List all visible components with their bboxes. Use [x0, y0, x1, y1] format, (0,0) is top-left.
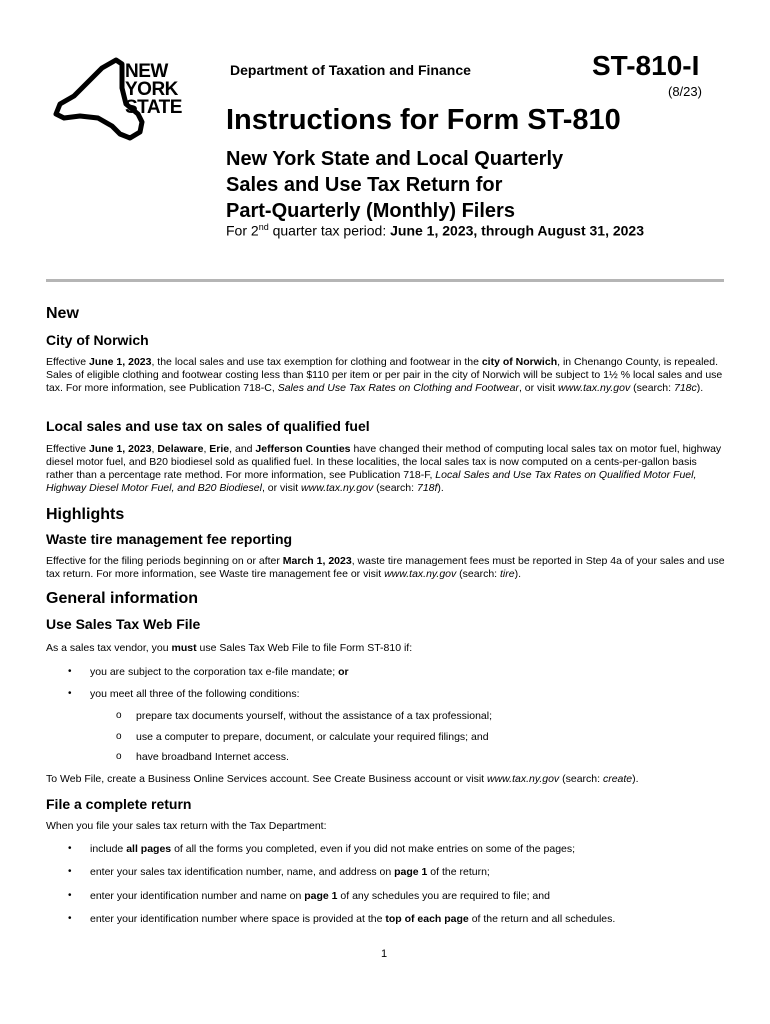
- text-run: ,: [151, 443, 158, 455]
- period-mid: quarter tax period:: [268, 222, 391, 239]
- list-item: [90, 666, 349, 679]
- list-item: you meet all three of the following conditions:: [90, 688, 300, 700]
- sub-list-item: use a computer to prepare, document, or calculate your required filings; and: [136, 731, 489, 743]
- text-run: of all the forms you completed, even if you did not make entries on some of the pages;: [171, 843, 576, 855]
- sub-list-item: have broadband Internet access.: [136, 751, 289, 763]
- text-run: (search:: [373, 482, 417, 494]
- search-term: 718f: [416, 482, 438, 494]
- bullet-icon: •: [68, 666, 72, 677]
- text-run: of the return and all schedules.: [468, 913, 616, 925]
- website-link[interactable]: www.tax.ny.gov: [558, 382, 631, 394]
- text-run: March 1, 2023: [282, 555, 352, 567]
- text-run: Effective for the filing periods beginning on or after: [46, 555, 283, 567]
- text-run: all pages: [126, 843, 172, 855]
- text-run: have changed their method of computing local sales tax on motor fuel, highway diesel motor fuel, and B20 biodiesel sold as qualified fuel. In these localities, the local sales tax is now computed on a cents-per-gallon basis rather than a percentage rate method. For more information, see Publication 718-F,: [46, 443, 722, 481]
- form-number: ST-810-I: [592, 50, 700, 81]
- section-heading-general-information: General information: [46, 590, 199, 607]
- sub-list-item: prepare tax documents yourself, without the assistance of a tax professional;: [136, 710, 493, 722]
- website-link[interactable]: www.tax.ny.gov: [384, 568, 457, 580]
- text-run: , waste tire management fees must be reported in Step 4a of your sales and use tax return. For more information, see Waste tire management fee or visit: [46, 555, 725, 580]
- list-item: [90, 866, 490, 879]
- bullet-icon: •: [68, 866, 72, 877]
- text-run: must: [171, 642, 197, 654]
- website-link[interactable]: www.tax.ny.gov: [301, 482, 374, 494]
- text-run: use Sales Tax Web File to file Form ST-810 if:: [196, 642, 413, 654]
- tax-period: [226, 222, 644, 239]
- text-run: include: [90, 843, 127, 855]
- section-heading-new: New: [46, 305, 79, 322]
- text-run: you are subject to the corporation tax e-file mandate;: [90, 666, 339, 678]
- heading-qualified-fuel: Local sales and use tax on sales of qualified fuel: [46, 418, 370, 434]
- text-run: Jefferson Counties: [255, 443, 351, 455]
- text-run: ).: [696, 382, 704, 394]
- text-run: , or visit: [261, 482, 302, 494]
- text-run: enter your identification number where space is provided at the: [90, 913, 386, 925]
- period-ordinal: nd: [258, 222, 269, 232]
- text-run: ,: [203, 443, 210, 455]
- text-run: top of each page: [385, 913, 469, 925]
- text-run: June 1, 2023: [89, 443, 152, 455]
- revision-date: (8/23): [668, 84, 702, 99]
- text-run: page 1: [394, 866, 428, 878]
- page-title: Instructions for Form ST-810: [226, 104, 621, 136]
- text-run: enter your sales tax identification number, name, and address on: [90, 866, 395, 878]
- subtitle-line: Sales and Use Tax Return for: [226, 174, 503, 196]
- publication-title: Sales and Use Tax Rates on Clothing and Footwear: [277, 382, 519, 394]
- text-run: Erie: [209, 443, 230, 455]
- text-run: Effective: [46, 356, 89, 368]
- text-run: , or visit: [518, 382, 559, 394]
- waste-tire-paragraph: [46, 555, 726, 581]
- bullet-icon: •: [68, 843, 72, 854]
- text-run: Delaware: [157, 443, 204, 455]
- text-run: (search:: [630, 382, 674, 394]
- text-run: enter your identification number and name on: [90, 890, 305, 902]
- section-heading-highlights: Highlights: [46, 506, 125, 523]
- list-item: [90, 843, 575, 856]
- bullet-icon: •: [68, 890, 72, 901]
- period-prefix: For 2: [226, 222, 259, 239]
- subtitle-line: Part-Quarterly (Monthly) Filers: [226, 200, 515, 222]
- heading-use-web-file: Use Sales Tax Web File: [46, 616, 201, 632]
- text-run: (search:: [456, 568, 501, 580]
- text-run: ).: [437, 482, 444, 494]
- text-run: , in Chenango County, is repealed. Sales of eligible clothing and footwear costing less than $110 per item or per pair in the city of Norwich will be subject to 1½ % local sales and use tax. For more information, see Publication 718-C,: [46, 356, 723, 394]
- fuel-paragraph: [46, 443, 726, 495]
- list-item: [90, 890, 550, 903]
- text-run: To Web File, create a Business Online Services account. See Create Business account or visit: [46, 773, 488, 785]
- list-item: [90, 913, 615, 926]
- text-run: ).: [632, 773, 639, 785]
- norwich-paragraph: [46, 356, 726, 395]
- heading-city-of-norwich: City of Norwich: [46, 332, 149, 348]
- subtitle-line: New York State and Local Quarterly: [226, 148, 564, 170]
- heading-file-complete-return: File a complete return: [46, 796, 192, 812]
- publication-title: Local Sales and Use Tax Rates on Qualified Motor Fuel, Highway Diesel Motor Fuel, and B20 Biodiesel: [46, 469, 697, 494]
- search-term: tire: [500, 568, 515, 580]
- sub-bullet-icon: o: [116, 710, 122, 721]
- nys-logo: [50, 52, 190, 142]
- web-file-account-paragraph: [46, 773, 726, 786]
- text-run: , the local sales and use tax exemption for clothing and footwear in the: [151, 356, 482, 368]
- website-link[interactable]: www.tax.ny.gov: [487, 773, 560, 785]
- web-file-intro: [46, 642, 726, 655]
- text-run: of any schedules you are required to file; and: [337, 890, 550, 902]
- text-run: June 1, 2023: [89, 356, 152, 368]
- text-run: or: [338, 666, 349, 678]
- text-run: Effective: [46, 443, 89, 455]
- text-run: ).: [514, 568, 522, 580]
- text-run: of the return;: [427, 866, 490, 878]
- text-run: , and: [229, 443, 256, 455]
- complete-return-intro: When you file your sales tax return with the Tax Department:: [46, 820, 327, 832]
- logo-wordmark: NEW YORK STATE: [125, 61, 182, 118]
- heading-waste-tire: Waste tire management fee reporting: [46, 531, 293, 547]
- text-run: city of Norwich: [481, 356, 558, 368]
- search-term: create: [602, 773, 633, 785]
- text-run: As a sales tax vendor, you: [46, 642, 172, 654]
- sub-bullet-icon: o: [116, 751, 122, 762]
- department-name: Department of Taxation and Finance: [230, 62, 471, 78]
- sub-bullet-icon: o: [116, 731, 122, 742]
- text-run: (search:: [559, 773, 603, 785]
- bullet-icon: •: [68, 913, 72, 924]
- search-term: 718c: [673, 382, 697, 394]
- page-number: 1: [381, 948, 388, 960]
- bullet-icon: •: [68, 688, 72, 699]
- period-dates: June 1, 2023, through August 31, 2023: [390, 222, 645, 239]
- page-subtitle: [226, 146, 563, 224]
- header-divider: [46, 279, 724, 282]
- text-run: page 1: [304, 890, 338, 902]
